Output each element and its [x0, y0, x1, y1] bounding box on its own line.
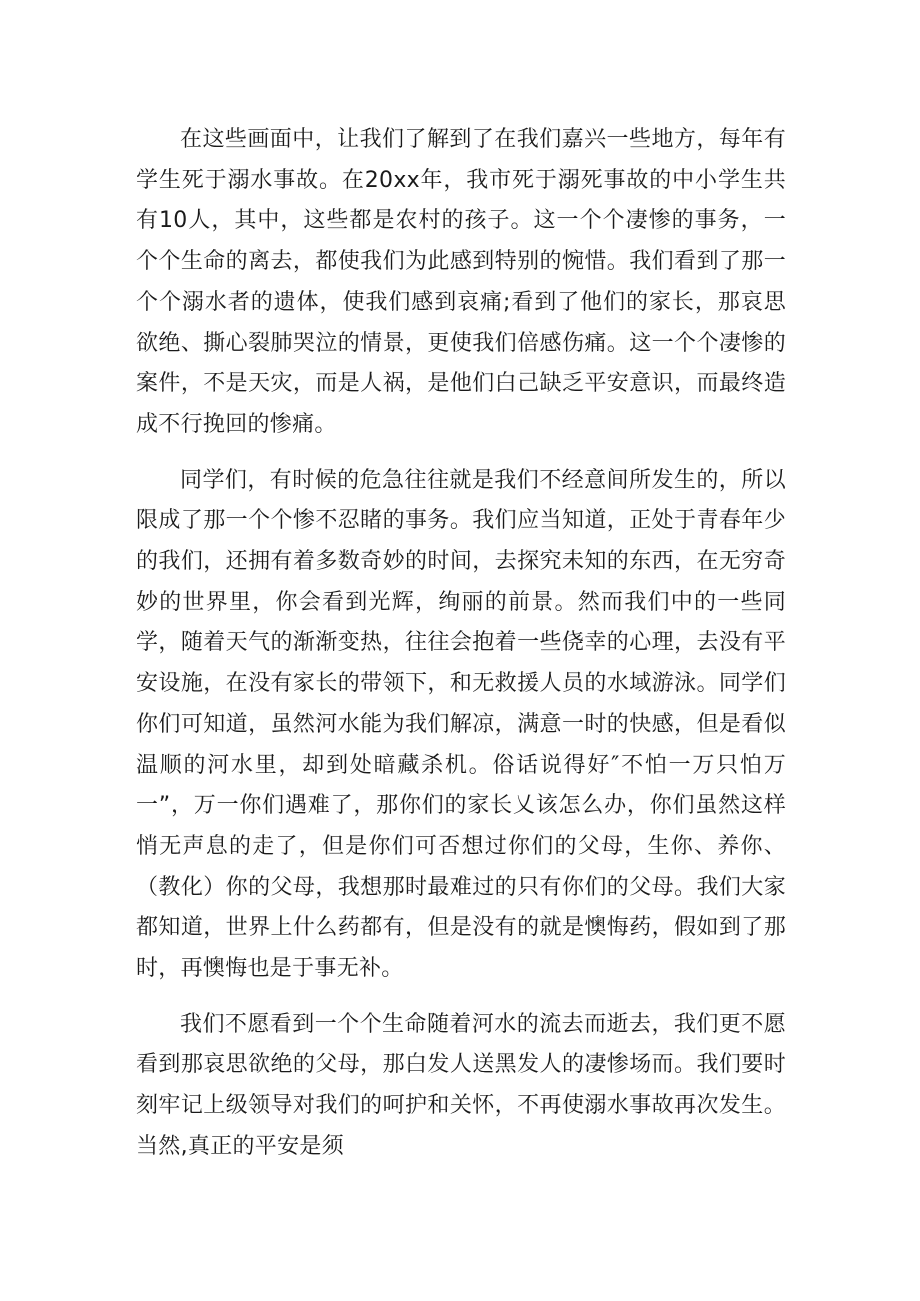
paragraph-3: 我们不愿看到一个个生命随着河水的流去而逝去，我们更不愿看到那哀思欲绝的父母，那白发人送黑发人的凄惨场而。我们要时刻牢记上级领导对我们的呵护和关怀，不再使溺水事故再次发生。当然,真正的平安是须 [136, 1011, 786, 1159]
paragraph-1: 在这些画面中，让我们了解到了在我们嘉兴一些地方，每年有学生死于溺水事故。在20xx年，我市死于溺死事故的中小学生共有10人，其中，这些都是农村的孩子。这一个个凄惨的事务，一个个生命的离去，都使我们为此感到特别的惋惜。我们看到了那一个个溺水者的遗体，使我们感到哀痛;看到了他们的家长，那哀思欲绝、撕心裂肺哭泣的情景，更使我们倍感伤痛。这一个个凄惨的案件，不是天灾，而是人祸，是他们白己缺乏平安意识，而最终造成不行挽回的惨痛。 [136, 127, 786, 437]
paragraph-2: 同学们，有时候的危急往往就是我们不经意间所发生的，所以限成了那一个个惨不忍睹的事务。我们应当知道，正处于青春年少的我们，还拥有着多数奇妙的时间，去探究未知的东西，在无穷奇妙的世界里，你会看到光辉，绚丽的前景。然而我们中的一些同学，随着天气的渐渐变热，往往会抱着一些侥幸的心理，去没有平安设施，在没有家长的带领下，和无救援人员的水域游泳。同学们你们可知道，虽然河水能为我们解凉，满意一时的快感，但是看似温顺的河水里，却到处暗藏杀机。俗话说得好″不怕一万只怕万一”，万一你们遇难了，那你们的家长乂该怎么办，你们虽然这样悄无声息的走了，但是你们可否想过你们的父母，生你、养你、（教化）你的父母，我想那时最难过的只有你们的父母。我们大家都知道，世界上什么药都有，但是没有的就是懊悔药，假如到了那时，再懊悔也是于事无补。 [136, 467, 786, 982]
document-body [136, 120, 786, 1183]
